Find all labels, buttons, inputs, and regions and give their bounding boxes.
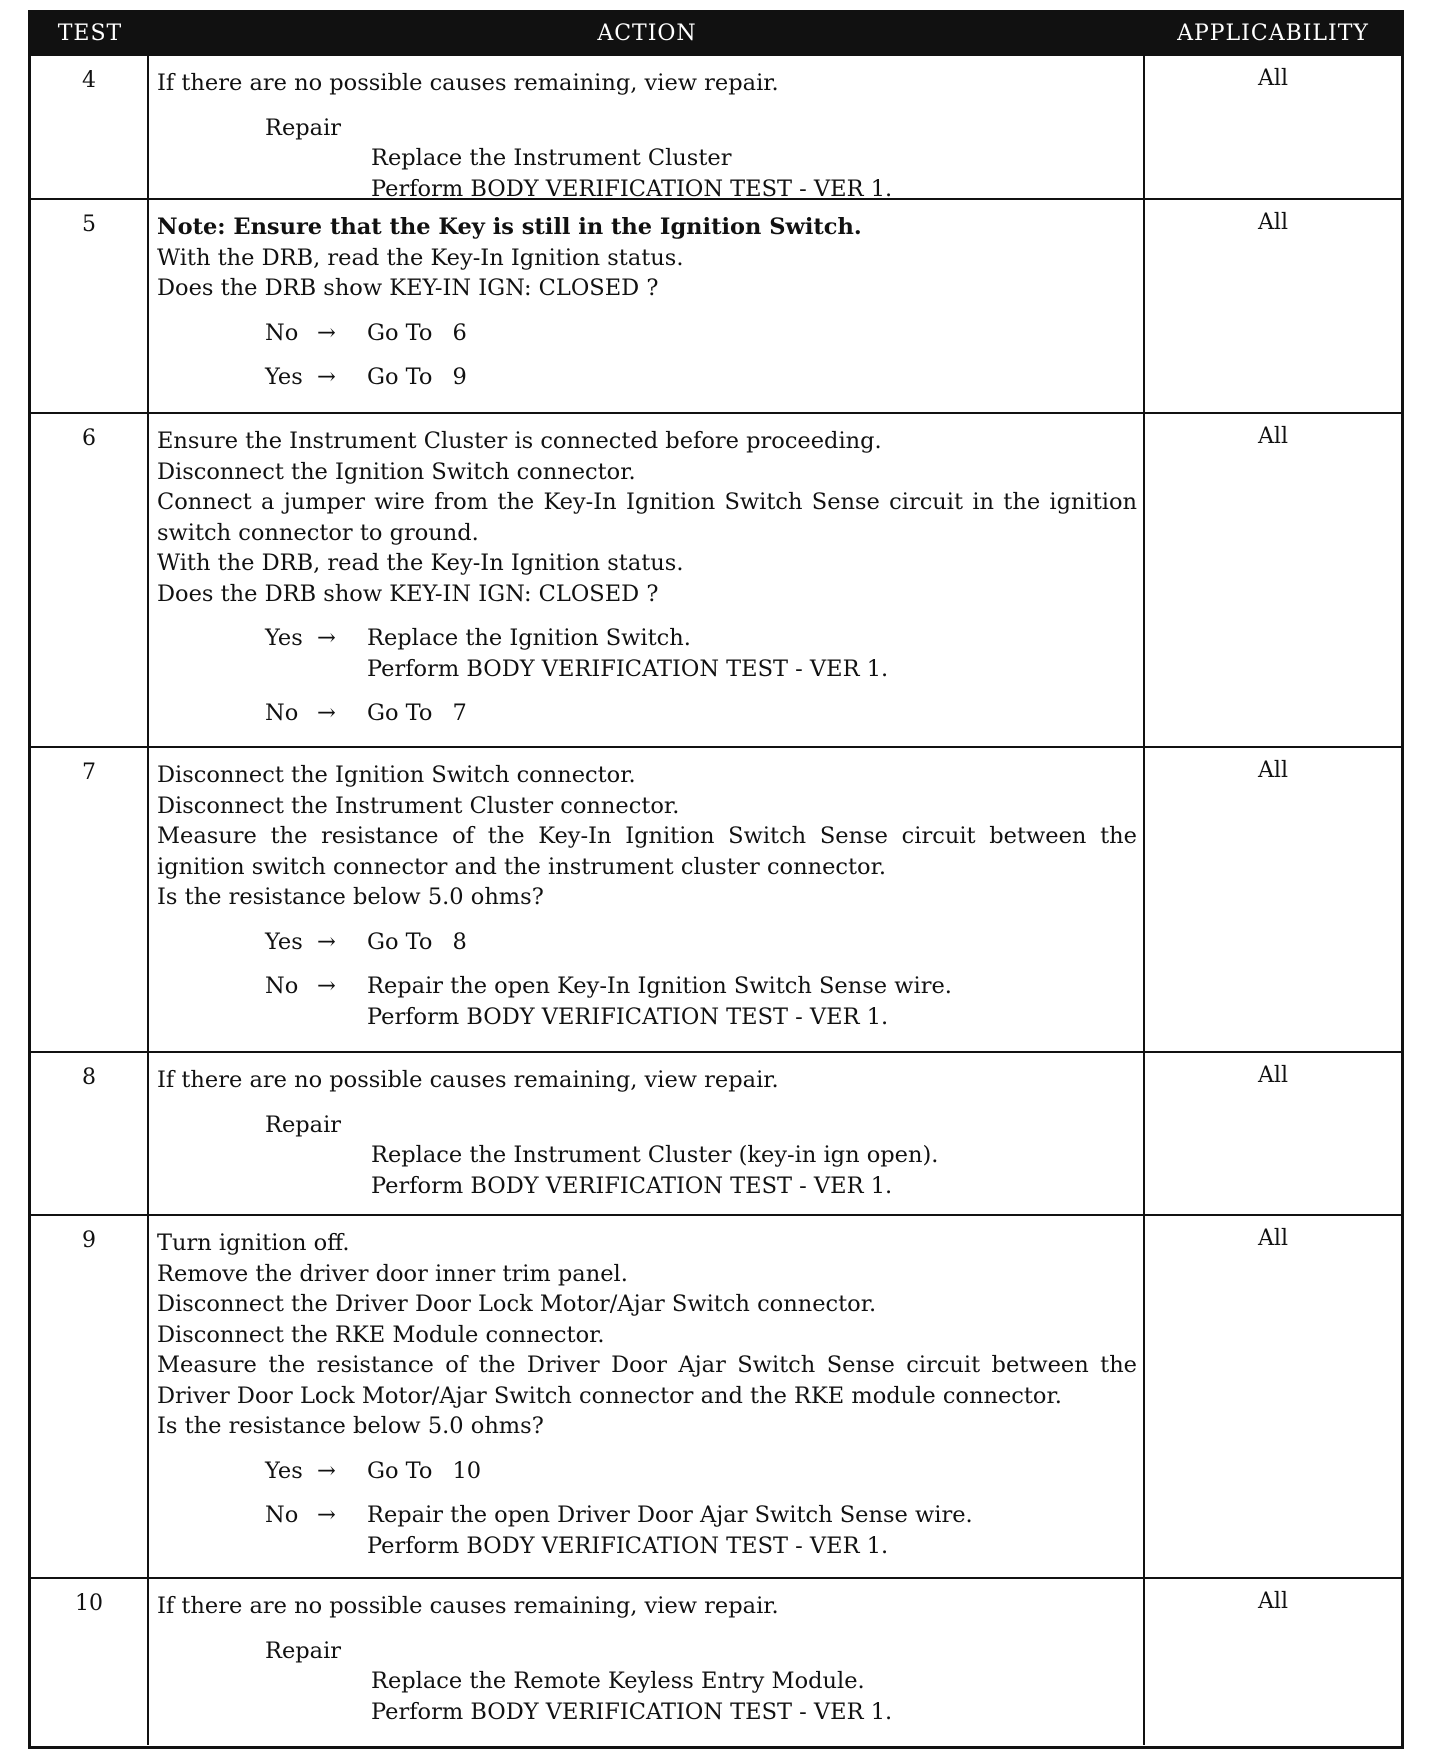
applicability: All bbox=[1258, 758, 1288, 783]
applicability: All bbox=[1258, 424, 1288, 449]
goto-number: 7 bbox=[452, 700, 467, 726]
repair-body bbox=[157, 1666, 1137, 1727]
response-label: No bbox=[265, 700, 299, 726]
goto-text: Go To bbox=[367, 319, 433, 346]
header-action: ACTION bbox=[597, 21, 697, 46]
table-row bbox=[31, 54, 1401, 202]
repair-line: Perform BODY VERIFICATION TEST - VER 1. bbox=[371, 1698, 893, 1725]
response-label: Yes bbox=[265, 625, 303, 651]
response-action bbox=[313, 318, 1137, 349]
action-cell bbox=[149, 748, 1145, 1051]
action-line: With the DRB, read the Key-In Ignition status. bbox=[157, 244, 684, 271]
applicability: All bbox=[1258, 1589, 1288, 1614]
response-text: Repair the open Key-In Ignition Switch Sense wire. bbox=[367, 973, 952, 999]
repair-label: Repair bbox=[265, 1637, 342, 1664]
applicability: All bbox=[1258, 1226, 1288, 1251]
response-label: Yes bbox=[265, 364, 303, 390]
response-yes bbox=[157, 362, 1137, 393]
action-line: With the DRB, read the Key-In Ignition status. bbox=[157, 550, 684, 576]
response-text: Perform BODY VERIFICATION TEST - VER 1. bbox=[367, 1003, 889, 1030]
response-action bbox=[313, 698, 1137, 729]
header-test: TEST bbox=[57, 21, 123, 46]
test-number: 9 bbox=[31, 1216, 149, 1577]
response-label: Yes bbox=[265, 928, 303, 955]
response-no bbox=[157, 1500, 1137, 1561]
response-action bbox=[313, 971, 1137, 1032]
applicability: All bbox=[1258, 1063, 1288, 1088]
goto-text: Go To bbox=[367, 700, 433, 726]
response-yes bbox=[157, 623, 1137, 684]
response-yes bbox=[157, 927, 1137, 958]
arrow-icon: → bbox=[317, 700, 336, 726]
response-yes bbox=[157, 1456, 1137, 1487]
repair-line: Replace the Remote Keyless Entry Module. bbox=[371, 1668, 865, 1694]
response-text: Replace the Ignition Switch. bbox=[367, 625, 691, 651]
repair-body bbox=[157, 143, 1137, 204]
response-label: No bbox=[265, 973, 299, 999]
applicability: All bbox=[1258, 66, 1288, 91]
response-action bbox=[313, 1456, 1137, 1487]
response-action bbox=[313, 623, 1137, 684]
table-row bbox=[31, 1577, 1401, 1745]
action-line: Disconnect the Instrument Cluster connector. bbox=[157, 792, 680, 819]
arrow-icon: → bbox=[317, 973, 336, 999]
response-text: Perform BODY VERIFICATION TEST - VER 1. bbox=[367, 655, 889, 682]
test-number: 6 bbox=[31, 414, 149, 746]
action-line: Disconnect the Ignition Switch connector. bbox=[157, 458, 636, 485]
action-line: If there are no possible causes remaining, view repair. bbox=[157, 70, 779, 96]
arrow-icon: → bbox=[317, 928, 336, 955]
arrow-icon: → bbox=[317, 364, 336, 390]
goto-number: 6 bbox=[452, 319, 467, 346]
response-no bbox=[157, 971, 1137, 1032]
test-number: 7 bbox=[31, 748, 149, 1051]
goto-text: Go To bbox=[367, 928, 433, 955]
goto-text: Go To bbox=[367, 1457, 433, 1484]
goto-number: 9 bbox=[452, 364, 467, 390]
table-row bbox=[31, 746, 1401, 1051]
header-applicability: APPLICABILITY bbox=[1177, 21, 1369, 46]
action-line: If there are no possible causes remaining, view repair. bbox=[157, 1067, 779, 1093]
action-cell bbox=[149, 200, 1145, 412]
response-no bbox=[157, 318, 1137, 349]
test-number: 10 bbox=[31, 1579, 149, 1745]
test-number: 8 bbox=[31, 1053, 149, 1214]
table-row bbox=[31, 198, 1401, 412]
note-line: Note: Ensure that the Key is still in the Ignition Switch. bbox=[157, 214, 862, 240]
response-label: No bbox=[265, 319, 299, 346]
action-cell bbox=[149, 1053, 1145, 1214]
action-cell bbox=[149, 56, 1145, 204]
action-line: Measure the resistance of the Driver Door Ajar Switch Sense circuit between the Driver Door Lock Motor/Ajar Switch connector and the RKE module connector. bbox=[157, 1352, 1137, 1409]
action-line: Does the DRB show KEY-IN IGN: CLOSED ? bbox=[157, 275, 659, 301]
action-line: Disconnect the Driver Door Lock Motor/Ajar Switch connector. bbox=[157, 1291, 877, 1317]
response-label: Yes bbox=[265, 1457, 303, 1484]
response-action bbox=[313, 1500, 1137, 1561]
action-cell bbox=[149, 1216, 1145, 1577]
test-number: 5 bbox=[31, 200, 149, 412]
diagnostic-table bbox=[28, 10, 1404, 1749]
action-line: Connect a jumper wire from the Key-In Ignition Switch Sense circuit in the ignition switch connector to ground. bbox=[157, 489, 1137, 546]
action-line: Disconnect the RKE Module connector. bbox=[157, 1321, 605, 1348]
response-label: No bbox=[265, 1502, 299, 1528]
arrow-icon: → bbox=[317, 1457, 336, 1484]
goto-text: Go To bbox=[367, 364, 433, 390]
action-line: Measure the resistance of the Key-In Ignition Switch Sense circuit between the ignition switch connector and the instrument cluster connector. bbox=[157, 823, 1137, 880]
response-text: Perform BODY VERIFICATION TEST - VER 1. bbox=[367, 1532, 889, 1559]
arrow-icon: → bbox=[317, 319, 336, 346]
repair-line: Perform BODY VERIFICATION TEST - VER 1. bbox=[371, 1172, 893, 1199]
action-line: Remove the driver door inner trim panel. bbox=[157, 1260, 628, 1287]
arrow-icon: → bbox=[317, 625, 336, 651]
goto-number: 10 bbox=[452, 1457, 482, 1484]
action-line: Disconnect the Ignition Switch connector. bbox=[157, 762, 636, 788]
response-no bbox=[157, 698, 1137, 729]
repair-body bbox=[157, 1140, 1137, 1201]
response-text: Repair the open Driver Door Ajar Switch Sense wire. bbox=[367, 1502, 973, 1528]
table-row bbox=[31, 1051, 1401, 1214]
action-cell bbox=[149, 1579, 1145, 1745]
goto-number: 8 bbox=[452, 928, 467, 955]
applicability: All bbox=[1258, 210, 1288, 235]
action-line: Turn ignition off. bbox=[157, 1230, 350, 1256]
action-line: Is the resistance below 5.0 ohms? bbox=[157, 884, 544, 910]
table-row bbox=[31, 412, 1401, 746]
action-line: Is the resistance below 5.0 ohms? bbox=[157, 1413, 544, 1439]
action-cell bbox=[149, 414, 1145, 746]
repair-line: Perform BODY VERIFICATION TEST - VER 1. bbox=[371, 175, 893, 202]
repair-line: Replace the Instrument Cluster bbox=[371, 145, 732, 171]
table-row bbox=[31, 1214, 1401, 1577]
action-line: If there are no possible causes remaining, view repair. bbox=[157, 1593, 779, 1619]
repair-line: Replace the Instrument Cluster (key-in ign open). bbox=[371, 1142, 939, 1168]
response-action bbox=[313, 362, 1137, 393]
action-line: Does the DRB show KEY-IN IGN: CLOSED ? bbox=[157, 580, 659, 607]
action-line: Ensure the Instrument Cluster is connected before proceeding. bbox=[157, 428, 882, 454]
test-number: 4 bbox=[31, 56, 149, 204]
arrow-icon: → bbox=[317, 1502, 336, 1528]
table-header bbox=[31, 13, 1401, 54]
repair-label: Repair bbox=[265, 1111, 342, 1138]
response-action bbox=[313, 927, 1137, 958]
repair-label: Repair bbox=[265, 114, 342, 141]
